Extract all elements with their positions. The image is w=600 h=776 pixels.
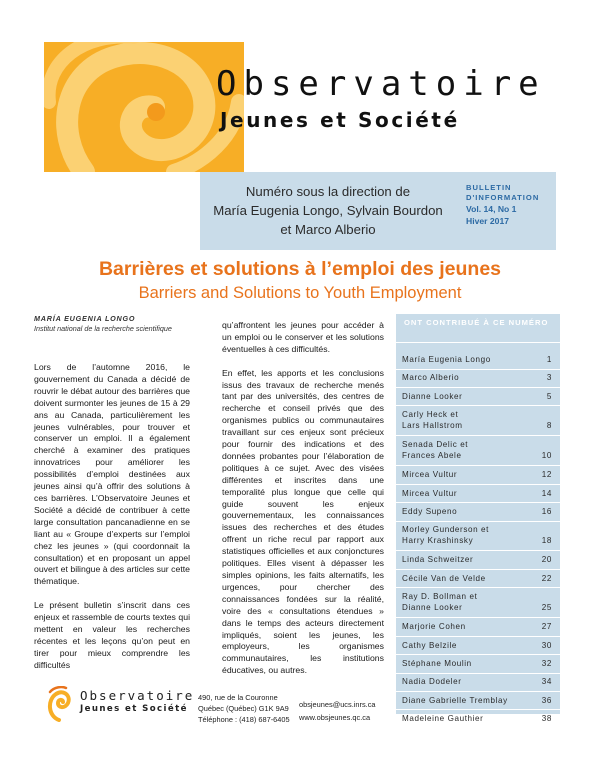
contributor-name: Cécile Van de Velde — [402, 573, 486, 583]
divider — [396, 465, 560, 466]
contributor-page-number: 34 — [541, 677, 552, 687]
contributor-page-number: 38 — [541, 714, 552, 724]
contributor-page-number: 22 — [541, 573, 552, 583]
article-paragraph: En effet, les apports et les conclusions issus des travaux de recherche menés tant par des universités, des centres de recherche et conseil privés que des organismes publics ou communautaires travaillant sur ces enjeux sont précieux pour fournir des indications et des données probantes pour l’élaboration de politiques à ce sujet. Avec des visées différentes et inscrites dans une temporalité plus longue que celle qui guide souvent les enjeux gouvernementaux, les connaissances issues des recherches et des études offrent un riche recul par rapport aux statistiques officielles et aux conjonctures politiques. Elles visent à dépasser les simples opinions, les faits alternatifs, les urgences, pour chercher des connaissances fondées sur la réalité, voire des « consultations étendues » dans le temps des acteurs directement impliqués, soient les jeunes, les employeurs, les organismes communautaires, les institutions éducatives, ou autres. — [222, 367, 384, 676]
article-column-1 — [34, 362, 190, 683]
divider — [396, 673, 560, 674]
contributor-name: Ray D. Bollman et — [402, 592, 478, 602]
contributor-name: Eddy Supeno — [402, 507, 458, 516]
contributor-name: Linda Schweitzer — [402, 555, 474, 565]
editors-line-1: Numéro sous la direction de — [245, 184, 411, 199]
contributor-name: Marjorie Cohen — [402, 622, 466, 632]
masthead-title: Observatoire — [216, 64, 546, 104]
contributor-page-number: 18 — [541, 536, 552, 546]
divider — [396, 502, 560, 503]
contributor-name: Mircea Vultur — [402, 488, 458, 498]
contributor-name: Diane Gabrielle Tremblay — [402, 695, 508, 705]
contributor-name: Morley Gunderson et — [402, 525, 489, 535]
divider — [396, 617, 560, 618]
editors-line-2: María Eugenia Longo, Sylvain Bourdon — [213, 203, 443, 218]
footer-address — [198, 692, 290, 725]
contributor-name: Lars Hallstrom — [402, 421, 463, 431]
contributor-name: Senada Delic et — [402, 440, 469, 450]
divider — [396, 405, 560, 406]
contributors-sidebar — [396, 314, 560, 724]
contributor-name: Nadia Dodeler — [402, 677, 462, 687]
address-street: 490, rue de la Couronne — [198, 693, 278, 702]
contributor-page-number: 16 — [541, 507, 552, 516]
contributor-page-number: 20 — [541, 555, 552, 565]
contributor-page-number: 10 — [541, 451, 552, 461]
divider — [396, 342, 560, 343]
contributor-page-number: 36 — [541, 695, 552, 705]
article-paragraph: Lors de l’automne 2016, le gouvernement du Canada a décidé de rouvrir le débat autour des barrières que doivent surmonter les jeunes de 15 à 29 ans au Canada, particulièrement les jeunes vulnérables, pour trouver et conserver un emploi. Il a également cherché à examiner des pratiques innovatrices pour améliorer les possibilités d’emploi destinées aux jeunes ainsi qu’à offrir des solutions à ces barrières. L’Observatoire Jeunes et Société a décidé de contribuer à cette large consultation pancanadienne en se liant au « Groupe d’experts sur l’emploi chez les jeunes » (qui coordonnait la consultation) et en proposant un appel ouvert et bilingue à des articles sur cette thématique. — [34, 362, 190, 587]
contributor-name: Cathy Belzile — [402, 640, 458, 650]
author-affiliation: Institut national de la recherche scientifique — [34, 324, 172, 333]
issue-editors — [200, 182, 456, 239]
footer-logo-subtitle: Jeunes et Société — [80, 704, 188, 714]
contributor-name: Harry Krashinsky — [402, 536, 474, 546]
divider — [396, 587, 560, 588]
phone-number: Téléphone : (418) 687-6405 — [198, 715, 290, 724]
footer-contact — [299, 698, 376, 724]
contributor-page-number: 27 — [541, 622, 552, 632]
bulletin-label: BULLETIN — [466, 183, 512, 192]
article-paragraph: Le présent bulletin s’inscrit dans ces enjeux et rassemble de courts textes qui mettent en valeur les recherches récentes et les leçons qu’on peut en tirer pour mieux comprendre les difficultés — [34, 600, 190, 670]
divider — [396, 654, 560, 655]
contributor-name: Madeleine Gauthier — [402, 714, 484, 724]
contributor-name: Carly Heck et — [402, 410, 459, 420]
masthead-subtitle: Jeunes et Société — [220, 108, 460, 132]
headline-english: Barriers and Solutions to Youth Employment — [138, 284, 462, 302]
website-link[interactable]: www.obsjeunes.qc.ca — [299, 713, 371, 722]
bulletin-volume: Vol. 14, No 1 — [466, 204, 517, 214]
editors-line-3: et Marco Alberio — [280, 222, 376, 237]
contributor-page-number: 25 — [541, 603, 552, 613]
article-author: MARÍA EUGENIA LONGO — [34, 314, 136, 323]
contributor-page-number: 3 — [546, 373, 552, 383]
issue-info-banner — [200, 172, 556, 250]
divider — [396, 484, 560, 485]
article-paragraph: qu’affrontent les jeunes pour accéder à un emploi ou le conserver et les solutions éventuelles à ces difficultés. — [222, 320, 384, 354]
contributor-name: Dianne Looker — [402, 391, 463, 401]
masthead — [44, 42, 556, 172]
footer-logo-title: Observatoire — [80, 688, 195, 703]
contributor-page-number: 30 — [541, 640, 552, 650]
divider — [396, 550, 560, 551]
footer — [0, 680, 600, 730]
contributor-page-number: 32 — [541, 659, 552, 668]
contributor-page-number: 1 — [546, 355, 552, 364]
bulletin-info — [466, 183, 552, 227]
swirl-logo-icon — [46, 686, 72, 722]
article-column-2 — [222, 320, 384, 689]
swirl-logo-graphic — [44, 42, 244, 172]
contributor-page-number: 14 — [541, 488, 552, 498]
divider — [396, 435, 560, 436]
divider — [396, 569, 560, 570]
bulletin-season: Hiver 2017 — [466, 216, 510, 226]
contributor-page-number: 8 — [546, 421, 552, 431]
contributor-name: Frances Abele — [402, 451, 462, 461]
bulletin-label-2: D'INFORMATION — [466, 193, 540, 202]
contributor-page-number: 12 — [541, 470, 552, 480]
contributor-page-number: 5 — [546, 391, 552, 401]
contributor-name: María Eugenia Longo — [402, 355, 491, 364]
contributors-title: ONT CONTRIBUÉ À CE NUMÉRO — [404, 318, 549, 327]
divider — [396, 387, 560, 388]
contributor-name: Mircea Vultur — [402, 470, 458, 480]
contributor-name: Stéphane Moulin — [402, 659, 472, 668]
headline-french: Barrières et solutions à l’emploi des jeunes — [98, 258, 502, 280]
divider — [396, 521, 560, 522]
email-link[interactable]: obsjeunes@ucs.inrs.ca — [299, 700, 376, 709]
divider — [396, 636, 560, 637]
divider — [396, 369, 560, 370]
contributor-name: Marco Alberio — [402, 373, 460, 383]
address-city: Québec (Québec) G1K 9A9 — [198, 704, 289, 713]
contributor-name: Dianne Looker — [402, 603, 463, 613]
